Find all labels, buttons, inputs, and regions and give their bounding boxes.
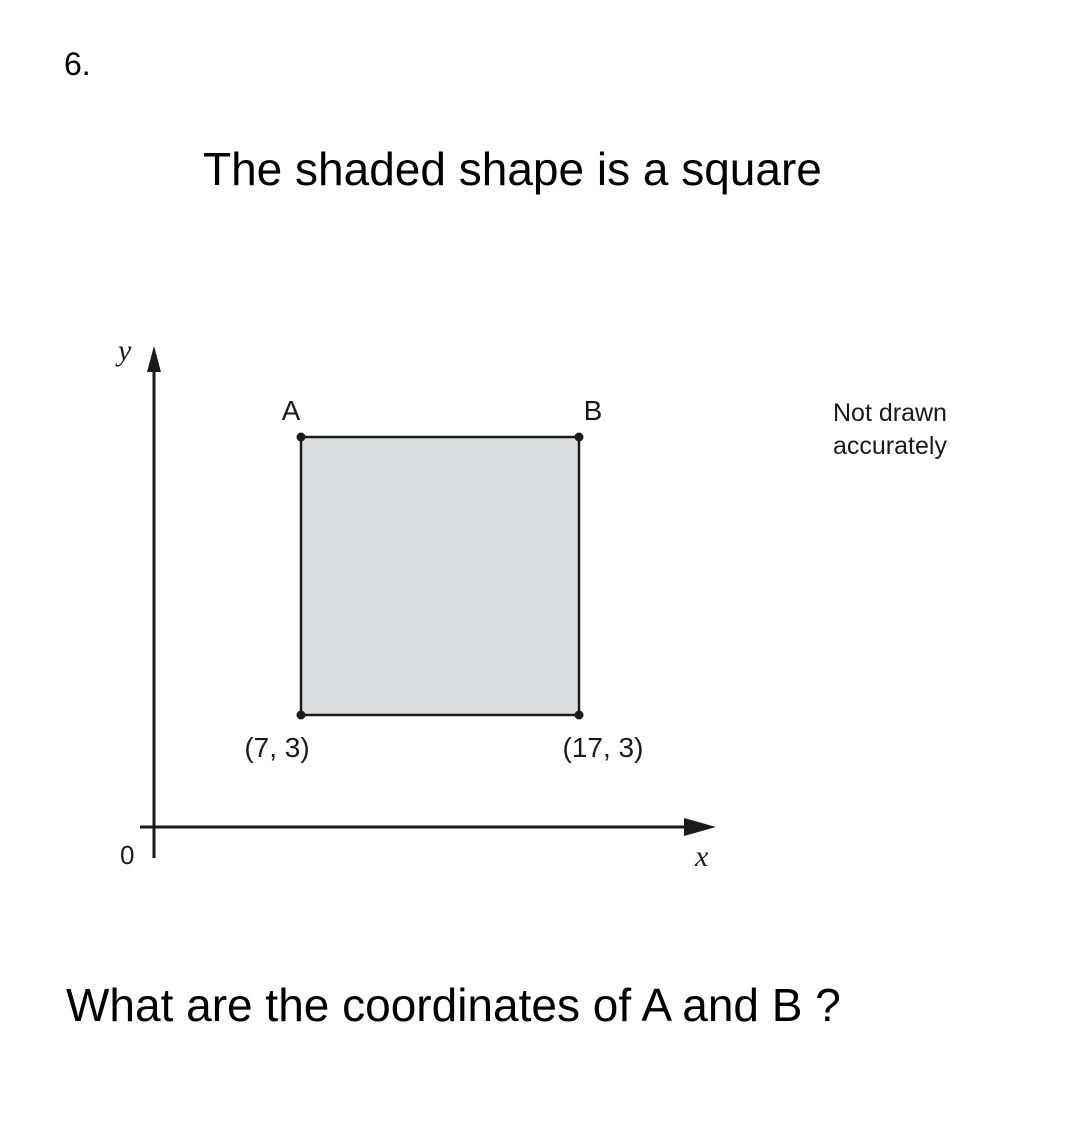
vertex-a-label: A [281,395,301,426]
vertex-bottom-right-dot [575,711,584,720]
shaded-square [301,437,579,715]
vertex-a-dot [297,433,306,442]
vertex-b-label: B [583,395,603,426]
vertex-b-dot [575,433,584,442]
not-drawn-note-line-2: accurately [833,432,947,460]
vertex-bottom-left-dot [297,711,306,720]
bottom-left-coordinate: (7, 3) [244,732,310,763]
x-axis-arrow-icon [684,818,716,836]
not-drawn-note-line-1: Not drawn [833,399,947,427]
y-axis-label: y [118,334,132,367]
question-number: 6. [64,46,91,82]
question-intro: The shaded shape is a square [203,143,822,195]
question-prompt: What are the coordinates of A and B ? [66,979,841,1031]
x-axis-label: x [695,840,709,873]
y-axis-arrow-icon [147,346,161,372]
bottom-right-coordinate: (17, 3) [562,732,644,763]
origin-label: 0 [120,840,135,870]
